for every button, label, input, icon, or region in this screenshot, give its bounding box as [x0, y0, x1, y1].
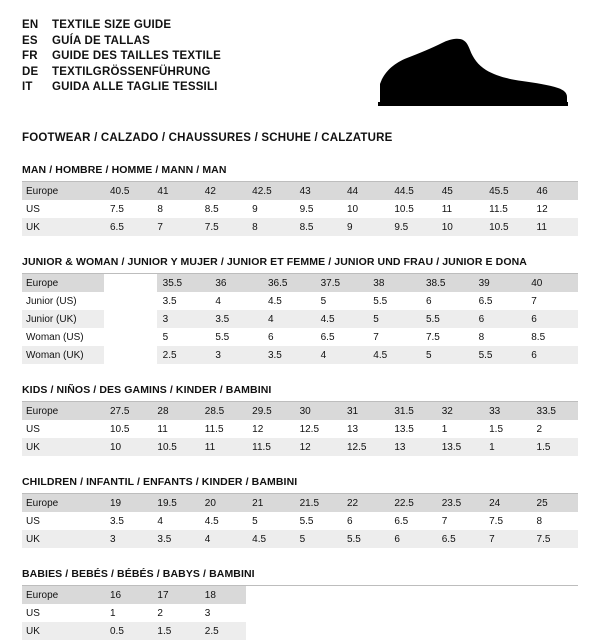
- size-cell: 21: [246, 494, 293, 512]
- row-label: US: [22, 200, 104, 218]
- document-header: [22, 18, 578, 118]
- size-cell: 11.5: [246, 438, 293, 456]
- size-cell: [104, 346, 157, 364]
- size-cell: [388, 586, 435, 604]
- size-cell: 4: [262, 310, 315, 328]
- size-cell: 10.5: [151, 438, 198, 456]
- row-label: US: [22, 604, 104, 622]
- table-row: [22, 292, 578, 310]
- table-row: [22, 402, 578, 420]
- size-cell: 9.5: [388, 218, 435, 236]
- size-cell: 32: [436, 402, 483, 420]
- row-label: Woman (UK): [22, 346, 104, 364]
- size-cell: 2.5: [199, 622, 246, 640]
- language-title: GUIDA ALLE TAGLIE TESSILI: [52, 81, 218, 93]
- size-cell: 7.5: [199, 218, 246, 236]
- size-cell: 3.5: [262, 346, 315, 364]
- size-cell: 7.5: [483, 512, 530, 530]
- row-label: Europe: [22, 494, 104, 512]
- size-cell: 6: [341, 512, 388, 530]
- size-cell: 4.5: [367, 346, 420, 364]
- size-cell: 4: [315, 346, 368, 364]
- table-row: [22, 604, 578, 622]
- size-cell: 4.5: [315, 310, 368, 328]
- size-cell: 46: [531, 182, 578, 200]
- size-cell: 22.5: [388, 494, 435, 512]
- size-cell: 1.5: [531, 438, 578, 456]
- size-cell: 12.5: [341, 438, 388, 456]
- size-cell: 30: [294, 402, 341, 420]
- size-cell: 5.5: [209, 328, 262, 346]
- size-cell: [388, 622, 435, 640]
- size-cell: [104, 328, 157, 346]
- table-row: [22, 494, 578, 512]
- table-row: [22, 512, 578, 530]
- size-cell: 7: [525, 292, 578, 310]
- row-label: Junior (UK): [22, 310, 104, 328]
- size-cell: 36: [209, 274, 262, 292]
- size-cell: 5.5: [473, 346, 526, 364]
- size-cell: 5.5: [367, 292, 420, 310]
- row-label: Woman (US): [22, 328, 104, 346]
- size-cell: 41: [151, 182, 198, 200]
- row-label: Europe: [22, 182, 104, 200]
- language-title-row: [22, 18, 578, 34]
- size-cell: 0.5: [104, 622, 151, 640]
- size-cell: 11.5: [199, 420, 246, 438]
- size-cell: 3.5: [157, 292, 210, 310]
- size-cell: 9: [341, 218, 388, 236]
- row-label: US: [22, 512, 104, 530]
- size-cell: 8: [151, 200, 198, 218]
- size-cell: 8: [531, 512, 578, 530]
- size-cell: [104, 274, 157, 292]
- size-cell: 35.5: [157, 274, 210, 292]
- size-cell: [246, 622, 293, 640]
- size-cell: 13: [388, 438, 435, 456]
- size-cell: 8.5: [294, 218, 341, 236]
- size-cell: 3: [199, 604, 246, 622]
- size-cell: 8.5: [199, 200, 246, 218]
- row-label: US: [22, 420, 104, 438]
- size-table: [22, 182, 578, 236]
- row-label: Europe: [22, 274, 104, 292]
- size-cell: 12: [531, 200, 578, 218]
- table-row: [22, 274, 578, 292]
- size-cell: 25: [531, 494, 578, 512]
- size-cell: 4: [209, 292, 262, 310]
- size-cell: 39: [473, 274, 526, 292]
- size-cell: 11: [436, 200, 483, 218]
- table-row: [22, 622, 578, 640]
- language-code: IT: [22, 81, 33, 93]
- size-cell: 9: [246, 200, 293, 218]
- size-cell: 10.5: [104, 420, 151, 438]
- size-cell: 38: [367, 274, 420, 292]
- size-cell: 13.5: [388, 420, 435, 438]
- size-cell: 18: [199, 586, 246, 604]
- language-code: ES: [22, 34, 38, 47]
- size-cell: 29.5: [246, 402, 293, 420]
- size-cell: 4: [199, 530, 246, 548]
- size-tables: [22, 164, 578, 640]
- size-table: [22, 274, 578, 364]
- size-cell: [483, 622, 530, 640]
- size-cell: 4.5: [199, 512, 246, 530]
- size-cell: 5: [315, 292, 368, 310]
- size-cell: 19: [104, 494, 151, 512]
- table-row: [22, 530, 578, 548]
- size-cell: 12: [246, 420, 293, 438]
- size-cell: [341, 622, 388, 640]
- language-code: DE: [22, 65, 39, 78]
- size-cell: 11.5: [483, 200, 530, 218]
- language-title: GUIDE DES TAILLES TEXTILE: [52, 50, 221, 62]
- size-cell: 1: [104, 604, 151, 622]
- size-cell: 11: [151, 420, 198, 438]
- size-cell: 28.5: [199, 402, 246, 420]
- size-cell: 28: [151, 402, 198, 420]
- size-cell: 8.5: [525, 328, 578, 346]
- language-code: EN: [22, 19, 39, 31]
- size-cell: [531, 622, 578, 640]
- size-cell: [341, 586, 388, 604]
- size-cell: 5: [420, 346, 473, 364]
- table-row: [22, 200, 578, 218]
- size-cell: 3: [104, 530, 151, 548]
- size-cell: 7.5: [420, 328, 473, 346]
- size-table-block: [22, 384, 578, 456]
- size-cell: [436, 622, 483, 640]
- size-cell: 7: [151, 218, 198, 236]
- footwear-section-title: FOOTWEAR / CALZADO / CHAUSSURES / SCHUHE / CALZATURE: [22, 132, 393, 144]
- size-cell: [483, 586, 530, 604]
- size-cell: [294, 604, 341, 622]
- size-table-title: KIDS / NIÑOS / DES GAMINS / KINDER / BAMBINI: [22, 384, 578, 402]
- table-row: [22, 218, 578, 236]
- size-cell: 38.5: [420, 274, 473, 292]
- table-row: [22, 346, 578, 364]
- size-cell: 17: [151, 586, 198, 604]
- table-row: [22, 586, 578, 604]
- size-cell: 10: [341, 200, 388, 218]
- size-cell: 7: [367, 328, 420, 346]
- size-cell: [436, 586, 483, 604]
- size-cell: 23.5: [436, 494, 483, 512]
- size-table-title: BABIES / BEBÉS / BÉBÉS / BABYS / BAMBINI: [22, 568, 578, 586]
- size-cell: 7.5: [104, 200, 151, 218]
- size-cell: 6.5: [104, 218, 151, 236]
- size-cell: 5.5: [420, 310, 473, 328]
- row-label: UK: [22, 438, 104, 456]
- size-cell: 6.5: [315, 328, 368, 346]
- size-cell: 2: [531, 420, 578, 438]
- size-cell: 6.5: [388, 512, 435, 530]
- size-cell: 22: [341, 494, 388, 512]
- language-title: TEXTILE SIZE GUIDE: [52, 19, 172, 31]
- size-cell: 33: [483, 402, 530, 420]
- size-cell: [483, 604, 530, 622]
- size-cell: 4.5: [262, 292, 315, 310]
- size-cell: 6: [525, 310, 578, 328]
- size-cell: 10: [436, 218, 483, 236]
- language-title: TEXTILGRÖSSENFÜHRUNG: [52, 65, 211, 78]
- size-cell: 36.5: [262, 274, 315, 292]
- size-cell: 11: [199, 438, 246, 456]
- language-title: GUÍA DE TALLAS: [52, 34, 150, 47]
- size-cell: 19.5: [151, 494, 198, 512]
- size-cell: [341, 604, 388, 622]
- size-cell: 3.5: [104, 512, 151, 530]
- size-cell: 43: [294, 182, 341, 200]
- size-cell: 33.5: [531, 402, 578, 420]
- size-cell: 4.5: [246, 530, 293, 548]
- size-cell: 10: [104, 438, 151, 456]
- size-cell: 5: [367, 310, 420, 328]
- row-label: UK: [22, 622, 104, 640]
- size-cell: 3.5: [209, 310, 262, 328]
- size-cell: [531, 604, 578, 622]
- size-cell: 11: [531, 218, 578, 236]
- size-cell: 6.5: [436, 530, 483, 548]
- size-cell: 6: [525, 346, 578, 364]
- size-cell: 5.5: [341, 530, 388, 548]
- size-cell: 42: [199, 182, 246, 200]
- size-table: [22, 494, 578, 548]
- size-cell: 37.5: [315, 274, 368, 292]
- size-cell: 4: [151, 512, 198, 530]
- size-cell: [246, 604, 293, 622]
- size-cell: 42.5: [246, 182, 293, 200]
- size-cell: 2.5: [157, 346, 210, 364]
- row-label: Europe: [22, 402, 104, 420]
- size-cell: [294, 586, 341, 604]
- size-table-block: [22, 568, 578, 640]
- size-cell: 12: [294, 438, 341, 456]
- size-cell: 3.5: [151, 530, 198, 548]
- size-cell: 5: [157, 328, 210, 346]
- size-cell: 8: [246, 218, 293, 236]
- size-cell: 1.5: [483, 420, 530, 438]
- language-code: FR: [22, 50, 38, 62]
- row-label: Junior (US): [22, 292, 104, 310]
- size-cell: [294, 622, 341, 640]
- size-cell: 5: [294, 530, 341, 548]
- size-cell: [388, 604, 435, 622]
- size-table-title: MAN / HOMBRE / HOMME / MANN / MAN: [22, 164, 578, 182]
- size-cell: [531, 586, 578, 604]
- row-label: UK: [22, 530, 104, 548]
- size-table-block: [22, 256, 578, 364]
- size-cell: [246, 586, 293, 604]
- size-cell: 24: [483, 494, 530, 512]
- size-table-block: [22, 164, 578, 236]
- size-cell: 1: [436, 420, 483, 438]
- size-table-title: CHILDREN / INFANTIL / ENFANTS / KINDER / BAMBINI: [22, 476, 578, 494]
- size-table: [22, 402, 578, 456]
- size-cell: 31: [341, 402, 388, 420]
- size-cell: 40.5: [104, 182, 151, 200]
- size-cell: 3: [157, 310, 210, 328]
- size-cell: [104, 292, 157, 310]
- size-cell: 10.5: [388, 200, 435, 218]
- size-cell: 7: [436, 512, 483, 530]
- size-cell: 45.5: [483, 182, 530, 200]
- size-cell: 45: [436, 182, 483, 200]
- size-cell: 27.5: [104, 402, 151, 420]
- size-cell: [104, 310, 157, 328]
- size-table: [22, 586, 578, 640]
- size-cell: 1.5: [151, 622, 198, 640]
- size-cell: 10.5: [483, 218, 530, 236]
- size-table-title: JUNIOR & WOMAN / JUNIOR Y MUJER / JUNIOR ET FEMME / JUNIOR UND FRAU / JUNIOR E DONA: [22, 256, 578, 274]
- size-cell: 44.5: [388, 182, 435, 200]
- size-cell: 40: [525, 274, 578, 292]
- size-cell: 13: [341, 420, 388, 438]
- size-cell: 12.5: [294, 420, 341, 438]
- size-cell: 16: [104, 586, 151, 604]
- row-label: Europe: [22, 586, 104, 604]
- table-row: [22, 310, 578, 328]
- size-table-block: [22, 476, 578, 548]
- size-cell: 6.5: [473, 292, 526, 310]
- size-cell: 6: [473, 310, 526, 328]
- table-row: [22, 328, 578, 346]
- size-cell: 1: [483, 438, 530, 456]
- size-cell: 6: [388, 530, 435, 548]
- size-cell: 31.5: [388, 402, 435, 420]
- size-cell: 7.5: [531, 530, 578, 548]
- size-cell: 3: [209, 346, 262, 364]
- dress-shoe-icon: [374, 36, 570, 110]
- size-cell: 21.5: [294, 494, 341, 512]
- size-cell: 5.5: [294, 512, 341, 530]
- table-row: [22, 438, 578, 456]
- size-cell: 7: [483, 530, 530, 548]
- table-row: [22, 182, 578, 200]
- size-cell: 5: [246, 512, 293, 530]
- size-cell: 9.5: [294, 200, 341, 218]
- size-cell: 6: [262, 328, 315, 346]
- size-cell: 44: [341, 182, 388, 200]
- table-row: [22, 420, 578, 438]
- size-cell: 2: [151, 604, 198, 622]
- size-cell: 8: [473, 328, 526, 346]
- size-cell: 6: [420, 292, 473, 310]
- size-cell: 13.5: [436, 438, 483, 456]
- size-cell: 20: [199, 494, 246, 512]
- row-label: UK: [22, 218, 104, 236]
- size-cell: [436, 604, 483, 622]
